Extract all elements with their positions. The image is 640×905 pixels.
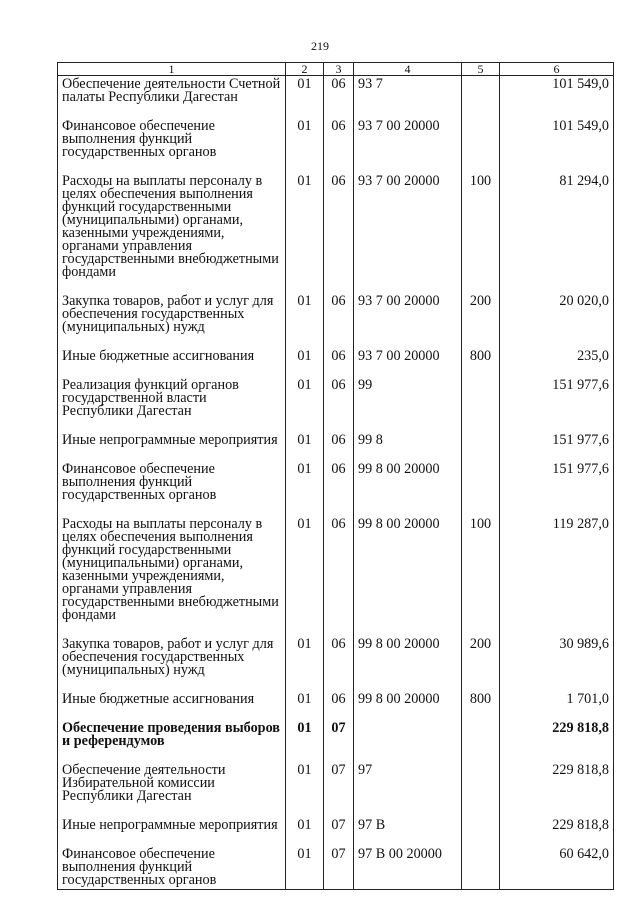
subsection-code-cell: 07 <box>324 762 354 817</box>
expense-type-cell: 100 <box>462 173 500 293</box>
subsection-code-cell: 06 <box>324 173 354 293</box>
amount-cell: 30 989,6 <box>500 636 614 691</box>
row-name-cell: Иные бюджетные ассигнования <box>58 691 286 720</box>
table-row <box>58 348 614 377</box>
amount-cell: 20 020,0 <box>500 293 614 348</box>
target-article-cell: 93 7 00 20000 <box>354 118 462 173</box>
row-name-cell: Расходы на выплаты персоналу в целях обеспечения выполнения функций государственными (муниципальными) органами, казенными учреждениями, органами управления государственными внебюджетными фондами <box>58 516 286 636</box>
expense-type-cell <box>462 432 500 461</box>
section-code-cell: 01 <box>286 377 324 432</box>
table-row <box>58 846 614 890</box>
subsection-code-cell: 06 <box>324 76 354 119</box>
table-row <box>58 293 614 348</box>
section-code-cell: 01 <box>286 432 324 461</box>
subsection-code-cell: 06 <box>324 636 354 691</box>
table-row <box>58 461 614 516</box>
expense-type-cell <box>462 118 500 173</box>
expense-type-cell <box>462 817 500 846</box>
subsection-code-cell: 06 <box>324 432 354 461</box>
section-code-cell: 01 <box>286 846 324 890</box>
table-row <box>58 516 614 636</box>
table-body <box>58 76 614 890</box>
section-code-cell: 01 <box>286 817 324 846</box>
target-article-cell: 97 В 00 20000 <box>354 846 462 890</box>
target-article-cell: 93 7 00 20000 <box>354 293 462 348</box>
expense-type-cell: 800 <box>462 691 500 720</box>
amount-cell: 119 287,0 <box>500 516 614 636</box>
target-article-cell: 93 7 00 20000 <box>354 173 462 293</box>
expense-type-cell <box>462 76 500 119</box>
expense-type-cell: 200 <box>462 636 500 691</box>
section-code-cell: 01 <box>286 118 324 173</box>
section-code-cell: 01 <box>286 348 324 377</box>
row-name-cell: Иные непрограммные мероприятия <box>58 817 286 846</box>
subsection-code-cell: 07 <box>324 846 354 890</box>
section-code-cell: 01 <box>286 76 324 119</box>
target-article-cell: 99 8 00 20000 <box>354 636 462 691</box>
target-article-cell: 97 В <box>354 817 462 846</box>
amount-cell: 229 818,8 <box>500 817 614 846</box>
table-row <box>58 173 614 293</box>
page-number: 219 <box>311 39 329 53</box>
table-row <box>58 720 614 762</box>
section-code-cell: 01 <box>286 720 324 762</box>
target-article-cell <box>354 720 462 762</box>
amount-cell: 229 818,8 <box>500 720 614 762</box>
row-name-cell: Иные бюджетные ассигнования <box>58 348 286 377</box>
target-article-cell: 99 8 00 20000 <box>354 461 462 516</box>
amount-cell: 1 701,0 <box>500 691 614 720</box>
subsection-code-cell: 06 <box>324 118 354 173</box>
row-name-cell: Обеспечение деятельности Избирательной комиссии Республики Дагестан <box>58 762 286 817</box>
expense-type-cell <box>462 377 500 432</box>
subsection-code-cell: 06 <box>324 516 354 636</box>
section-code-cell: 01 <box>286 691 324 720</box>
section-code-cell: 01 <box>286 173 324 293</box>
subsection-code-cell: 06 <box>324 691 354 720</box>
table-row <box>58 377 614 432</box>
target-article-cell: 93 7 <box>354 76 462 119</box>
column-header-6: 6 <box>500 63 614 76</box>
row-name-cell: Иные непрограммные мероприятия <box>58 432 286 461</box>
table-row <box>58 636 614 691</box>
budget-table <box>57 62 614 890</box>
column-header-2: 2 <box>286 63 324 76</box>
row-name-cell: Финансовое обеспечение выполнения функций государственных органов <box>58 461 286 516</box>
subsection-code-cell: 07 <box>324 817 354 846</box>
section-code-cell: 01 <box>286 293 324 348</box>
expense-type-cell <box>462 461 500 516</box>
amount-cell: 101 549,0 <box>500 76 614 119</box>
target-article-cell: 93 7 00 20000 <box>354 348 462 377</box>
target-article-cell: 97 <box>354 762 462 817</box>
section-code-cell: 01 <box>286 461 324 516</box>
target-article-cell: 99 <box>354 377 462 432</box>
amount-cell: 101 549,0 <box>500 118 614 173</box>
subsection-code-cell: 06 <box>324 348 354 377</box>
table-row <box>58 691 614 720</box>
subsection-code-cell: 06 <box>324 461 354 516</box>
amount-cell: 151 977,6 <box>500 377 614 432</box>
table-row <box>58 118 614 173</box>
row-name-cell: Закупка товаров, работ и услуг для обеспечения государственных (муниципальных) нужд <box>58 636 286 691</box>
subsection-code-cell: 07 <box>324 720 354 762</box>
section-code-cell: 01 <box>286 762 324 817</box>
table-row <box>58 817 614 846</box>
amount-cell: 229 818,8 <box>500 762 614 817</box>
column-header-1: 1 <box>58 63 286 76</box>
column-header-3: 3 <box>324 63 354 76</box>
expense-type-cell <box>462 846 500 890</box>
amount-cell: 151 977,6 <box>500 432 614 461</box>
expense-type-cell: 100 <box>462 516 500 636</box>
row-name-cell: Обеспечение проведения выборов и референдумов <box>58 720 286 762</box>
target-article-cell: 99 8 <box>354 432 462 461</box>
table-row <box>58 762 614 817</box>
subsection-code-cell: 06 <box>324 293 354 348</box>
section-code-cell: 01 <box>286 636 324 691</box>
expense-type-cell: 800 <box>462 348 500 377</box>
section-code-cell: 01 <box>286 516 324 636</box>
target-article-cell: 99 8 00 20000 <box>354 691 462 720</box>
target-article-cell: 99 8 00 20000 <box>354 516 462 636</box>
amount-cell: 235,0 <box>500 348 614 377</box>
amount-cell: 60 642,0 <box>500 846 614 890</box>
expense-type-cell <box>462 720 500 762</box>
table-row <box>58 432 614 461</box>
row-name-cell: Обеспечение деятельности Счетной палаты Республики Дагестан <box>58 76 286 119</box>
row-name-cell: Финансовое обеспечение выполнения функций государственных органов <box>58 846 286 890</box>
amount-cell: 151 977,6 <box>500 461 614 516</box>
row-name-cell: Закупка товаров, работ и услуг для обеспечения государственных (муниципальных) нужд <box>58 293 286 348</box>
subsection-code-cell: 06 <box>324 377 354 432</box>
row-name-cell: Реализация функций органов государственной власти Республики Дагестан <box>58 377 286 432</box>
amount-cell: 81 294,0 <box>500 173 614 293</box>
expense-type-cell <box>462 762 500 817</box>
expense-type-cell: 200 <box>462 293 500 348</box>
column-header-4: 4 <box>354 63 462 76</box>
row-name-cell: Финансовое обеспечение выполнения функций государственных органов <box>58 118 286 173</box>
table-row <box>58 76 614 119</box>
table-header-row <box>58 63 614 76</box>
column-header-5: 5 <box>462 63 500 76</box>
row-name-cell: Расходы на выплаты персоналу в целях обеспечения выполнения функций государственными (муниципальными) органами, казенными учреждениями, органами управления государственными внебюджетными фондами <box>58 173 286 293</box>
